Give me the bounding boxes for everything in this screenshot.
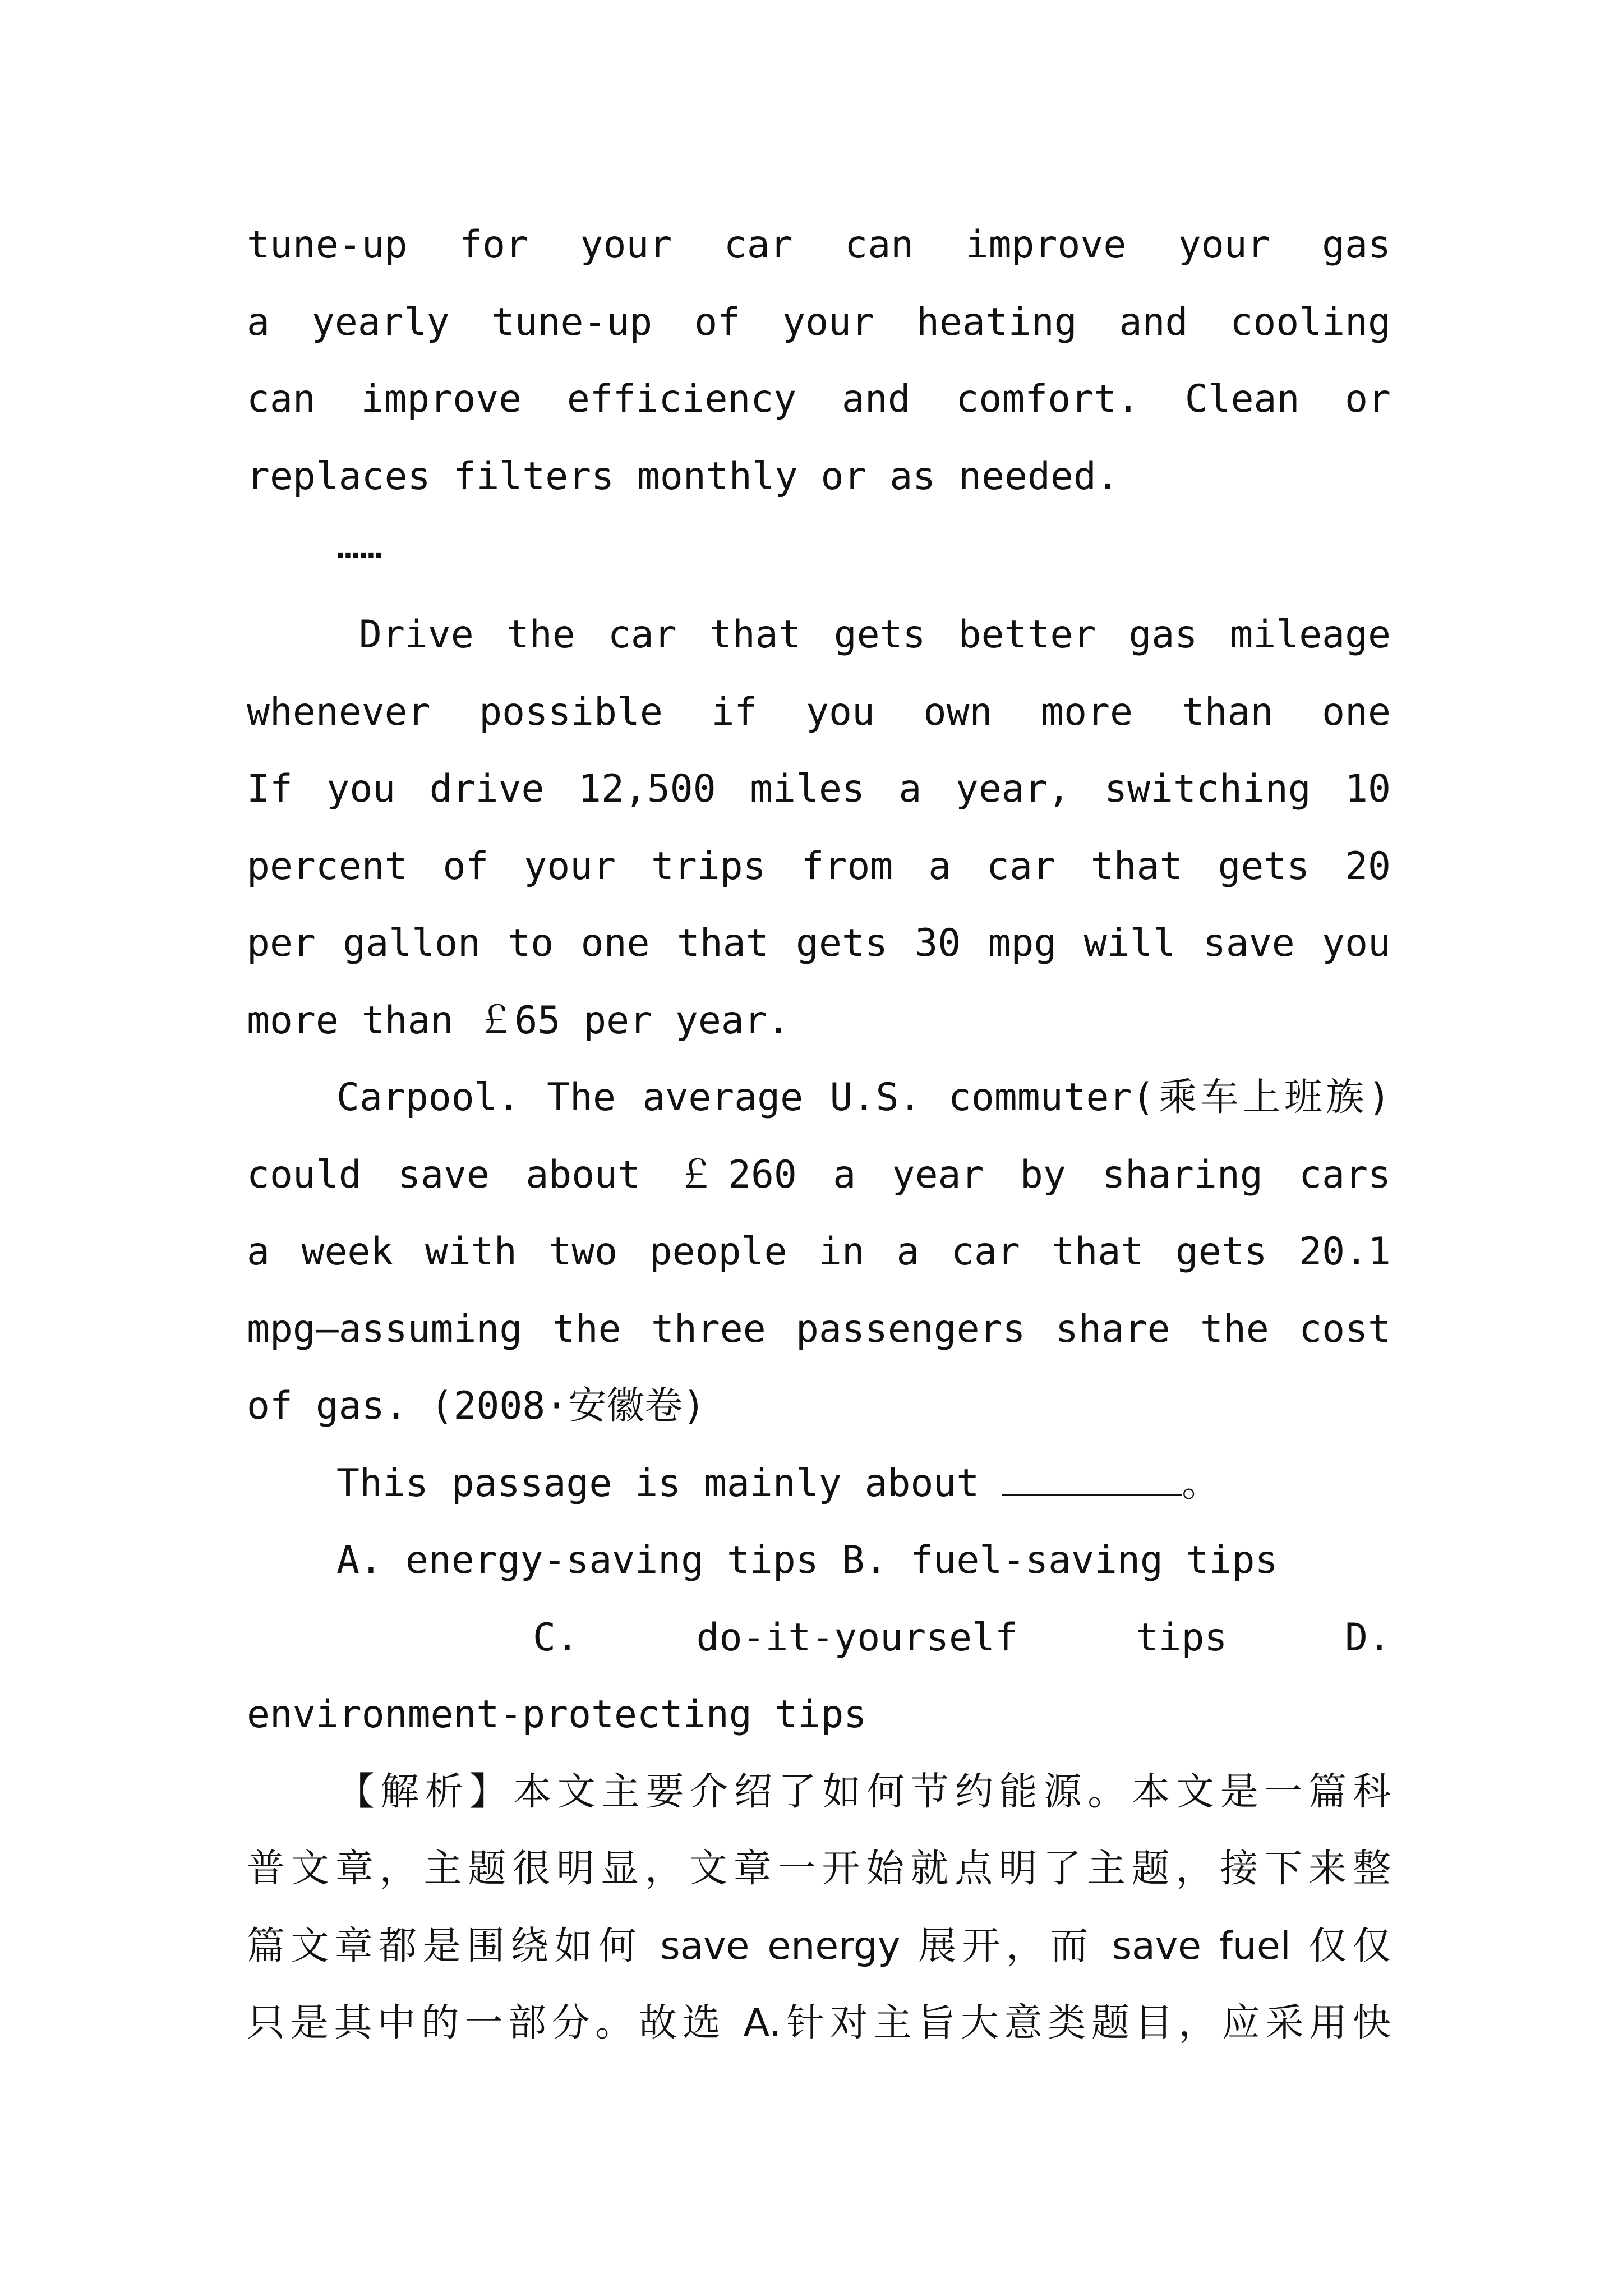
passage-line: can improve efficiency and comfort. Clean or	[247, 377, 1391, 421]
passage-line: Carpool. The average U.S. commuter(乘车上班族)	[336, 1075, 1391, 1120]
option-c-d: C. do-it-yourself tips D.	[533, 1615, 1391, 1660]
ellipsis-separator: ……	[336, 523, 382, 568]
passage-line: of gas. (2008·安徽卷)	[247, 1384, 706, 1428]
passage-line: tune-up for your car can improve your gas	[247, 223, 1391, 267]
passage-line: percent of your trips from a car that gets 20	[247, 844, 1391, 889]
analysis-line: 篇文章都是围绕如何 save energy 展开，而 save fuel 仅仅	[247, 1924, 1391, 1968]
passage-text	[247, 206, 1391, 2062]
option-d-continued: environment-protecting tips	[247, 1692, 867, 1737]
question-stem	[247, 1445, 1391, 1522]
analysis-line: 只是其中的一部分。故选 A.针对主旨大意类题目，应采用快	[247, 2001, 1391, 2045]
passage-line: If you drive 12,500 miles a year, switching 10	[247, 767, 1391, 811]
analysis-line: 普文章，主题很明显，文章一开始就点明了主题，接下来整	[247, 1847, 1391, 1891]
passage-line: a yearly tune-up of your heating and cooling	[247, 300, 1391, 344]
question-end-mark: 。	[1182, 1461, 1220, 1506]
passage-line: Drive the car that gets better gas mileage	[359, 613, 1391, 657]
passage-line: replaces filters monthly or as needed.	[247, 454, 1119, 499]
option-a-b: A. energy-saving tips B. fuel-saving tips	[336, 1538, 1278, 1582]
passage-line: could save about ￡260 a year by sharing cars	[247, 1152, 1391, 1197]
question-text: This passage is mainly about	[336, 1461, 1003, 1506]
answer-blank	[1002, 1472, 1182, 1496]
passage-line: per gallon to one that gets 30 mpg will save you	[247, 921, 1391, 965]
passage-line: more than ￡65 per year.	[247, 998, 790, 1043]
analysis-line: 【解析】本文主要介绍了如何节约能源。本文是一篇科	[336, 1769, 1391, 1814]
passage-line: whenever possible if you own more than one	[247, 689, 1391, 734]
passage-line: mpg—assuming the three passengers share the cost	[247, 1306, 1391, 1351]
passage-line: a week with two people in a car that gets 20.1	[247, 1230, 1391, 1274]
